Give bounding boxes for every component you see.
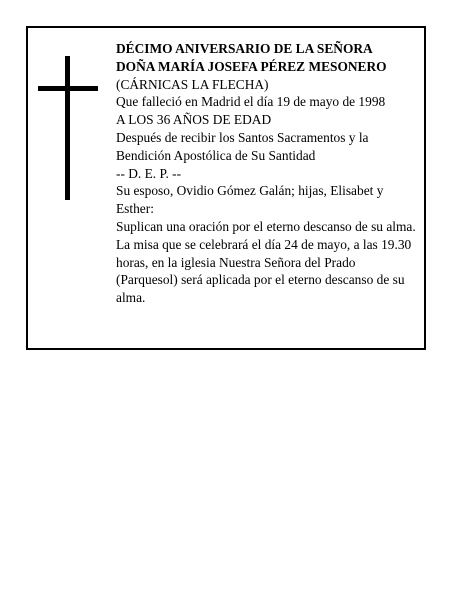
cross-horizontal-bar <box>38 86 98 91</box>
company-name: (CÁRNICAS LA FLECHA) <box>116 76 269 92</box>
mass-details: La misa que se celebrará el día 24 de mayo, a las 19.30 horas, en la iglesia Nuestra Señora del Prado (Parquesol) será aplicada por el eterno descanso de su alma. <box>116 236 412 306</box>
age-at-death: A LOS 36 AÑOS DE EDAD <box>116 112 272 128</box>
rip-text: -- D. E. P. -- <box>116 165 182 181</box>
family-text: Su esposo, Ovidio Gómez Galán; hijas, Elisabet y Esther: <box>116 183 384 217</box>
notice-title-line1: DÉCIMO ANIVERSARIO DE LA SEÑORA <box>116 41 373 56</box>
notice-title-line2: DOÑA MARÍA JOSEFA PÉREZ MESONERO <box>116 58 387 74</box>
prayer-request: Suplican una oración por el eterno descanso de su alma. <box>116 218 416 234</box>
obituary-notice <box>26 26 426 350</box>
cross-vertical-bar <box>65 56 70 200</box>
cross-icon <box>38 56 98 200</box>
sacraments-text: Después de recibir los Santos Sacramentos y la Bendición Apostólica de Su Santidad <box>116 129 369 163</box>
notice-text <box>116 40 416 307</box>
death-date: Que falleció en Madrid el día 19 de mayo de 1998 <box>116 94 386 110</box>
